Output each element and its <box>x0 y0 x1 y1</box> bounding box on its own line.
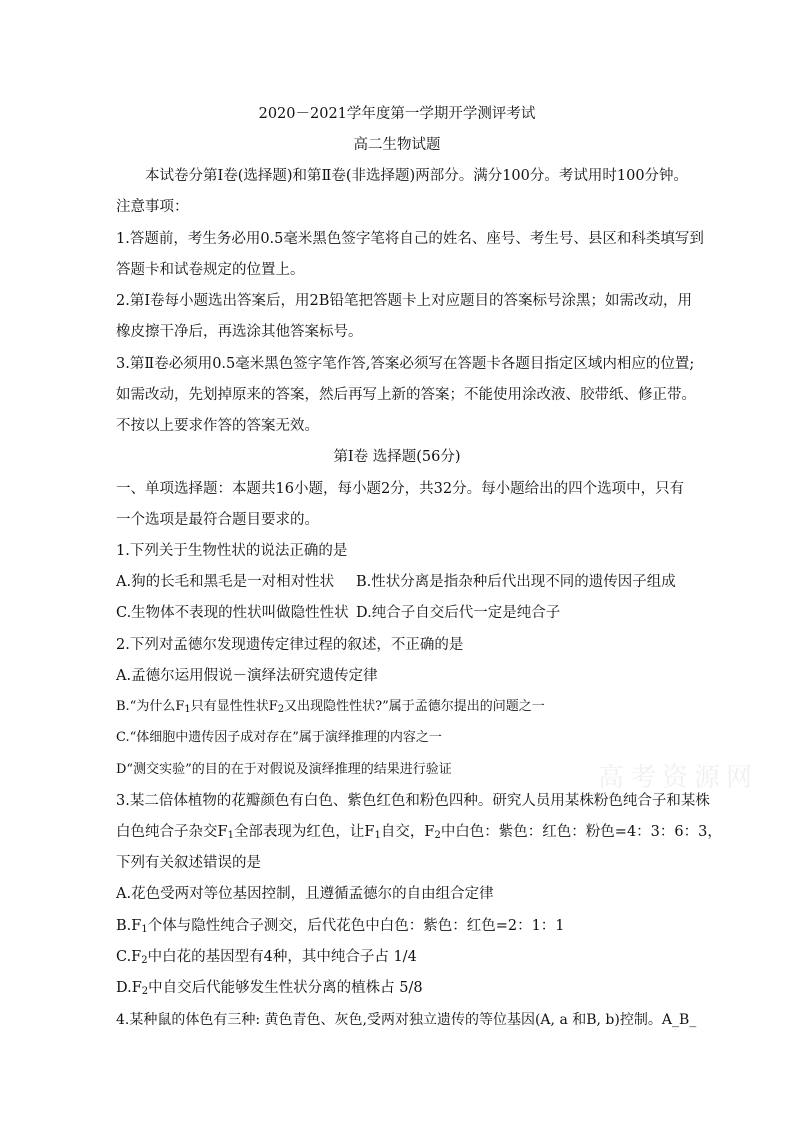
q1-option-d: D.纯合子自交后代一定是纯合子 <box>356 605 561 621</box>
q1-stem: 1.下列关于生物性状的说法正确的是 <box>116 543 348 559</box>
section-title: 第Ⅰ卷 选择题(56分) <box>333 449 461 465</box>
q2-option-d: D“测交实验”的目的在于对假说及演绎推理的结果进行验证 <box>116 762 452 777</box>
q1-option-a: A.狗的长毛和黑毛是一对相对性状 <box>116 574 335 590</box>
q2-stem: 2.下列对孟德尔发现遗传定律过程的叙述，不正确的是 <box>116 637 464 653</box>
q3-option-c: $C.F_2$中白花的基因型有4种，其中纯合子占 1/4 <box>116 949 417 966</box>
note-1-line-1: 1.答题前，考生务必用0.5毫米黑色签字笔将自己的姓名、座号、考生号、县区和科类填写到 <box>116 231 704 247</box>
q3-option-b: $B.F_1$个体与隐性纯合子测交，后代花色中白色：紫色：红色=2：1：1 <box>116 918 565 935</box>
watermark: 高考资源网 <box>598 763 759 793</box>
exam-intro: 本试卷分第Ⅰ卷(选择题)和第Ⅱ卷(非选择题)两部分。满分100分。考试用时100分钟。 <box>145 168 689 184</box>
note-3-line-3: 不按以上要求作答的答案无效。 <box>116 418 319 434</box>
q4-stem: 4.某种鼠的体色有三种: 黄色青色、灰色,受两对独立遗传的等位基因(A, a 和B, b)控制。A_B_ <box>116 1012 697 1028</box>
section-instructions-1: 一、单项选择题：本题共16小题，每小题2分，共32分。每小题给出的四个选项中，只有 <box>116 481 685 497</box>
note-2-line-2: 橡皮擦干净后，再选涂其他答案标号。 <box>116 324 363 340</box>
exam-title: 2020－2021学年度第一学期开学测评考试 <box>258 106 536 122</box>
q3-stem-2: 白色纯合子杂交$F_1$全部表现为红色，让$F_1$自交，$F_2$中白色：紫色：红色：粉色=4：3：6：3， <box>116 824 722 841</box>
exam-subtitle: 高二生物试题 <box>353 137 441 153</box>
q1-option-c: C.生物体不表现的性状叫做隐性性状 <box>116 605 349 621</box>
q2-option-a: A.孟德尔运用假说－演绎法研究遗传定律 <box>116 668 378 684</box>
q3-stem-1: 3.某二倍体植物的花瓣颜色有白色、紫色红色和粉色四种。研究人员用某株粉色纯合子和某株 <box>116 793 710 809</box>
q1-option-b: B.性状分离是指杂种后代出现不同的遗传因子组成 <box>356 574 676 590</box>
notes-heading: 注意事项： <box>116 199 189 215</box>
section-instructions-2: 一个选项是最符合题目要求的。 <box>116 512 319 528</box>
q3-option-d: $D.F_2$中自交后代能够发生性状分离的植株占 5/8 <box>116 980 423 997</box>
q3-stem-3: 下列有关叙述错误的是 <box>116 855 261 871</box>
note-2-line-1: 2.第Ⅰ卷每小题选出答案后，用2B铅笔把答题卡上对应题目的答案标号涂黑；如需改动，用 <box>116 293 692 309</box>
note-3-line-2: 如需改动，先划掉原来的答案，然后再写上新的答案；不能使用涂改液、胶带纸、修正带。 <box>116 387 696 403</box>
q2-option-b: B.“为什么$F_1$只有显性性状$F_2$又出现隐性性状?”属于孟德尔提出的问题之一 <box>116 699 545 715</box>
q3-option-a: A.花色受两对等位基因控制，且遵循孟德尔的自由组合定律 <box>116 886 494 902</box>
note-1-line-2: 答题卡和试卷规定的位置上。 <box>116 262 305 278</box>
q2-option-c: C.“体细胞中遗传因子成对存在”属于演绎推理的内容之一 <box>116 730 442 745</box>
note-3-line-1: 3.第Ⅱ卷必须用0.5毫米黑色签字笔作答,答案必须写在答题卡各题目指定区域内相应的位置; <box>116 356 695 372</box>
